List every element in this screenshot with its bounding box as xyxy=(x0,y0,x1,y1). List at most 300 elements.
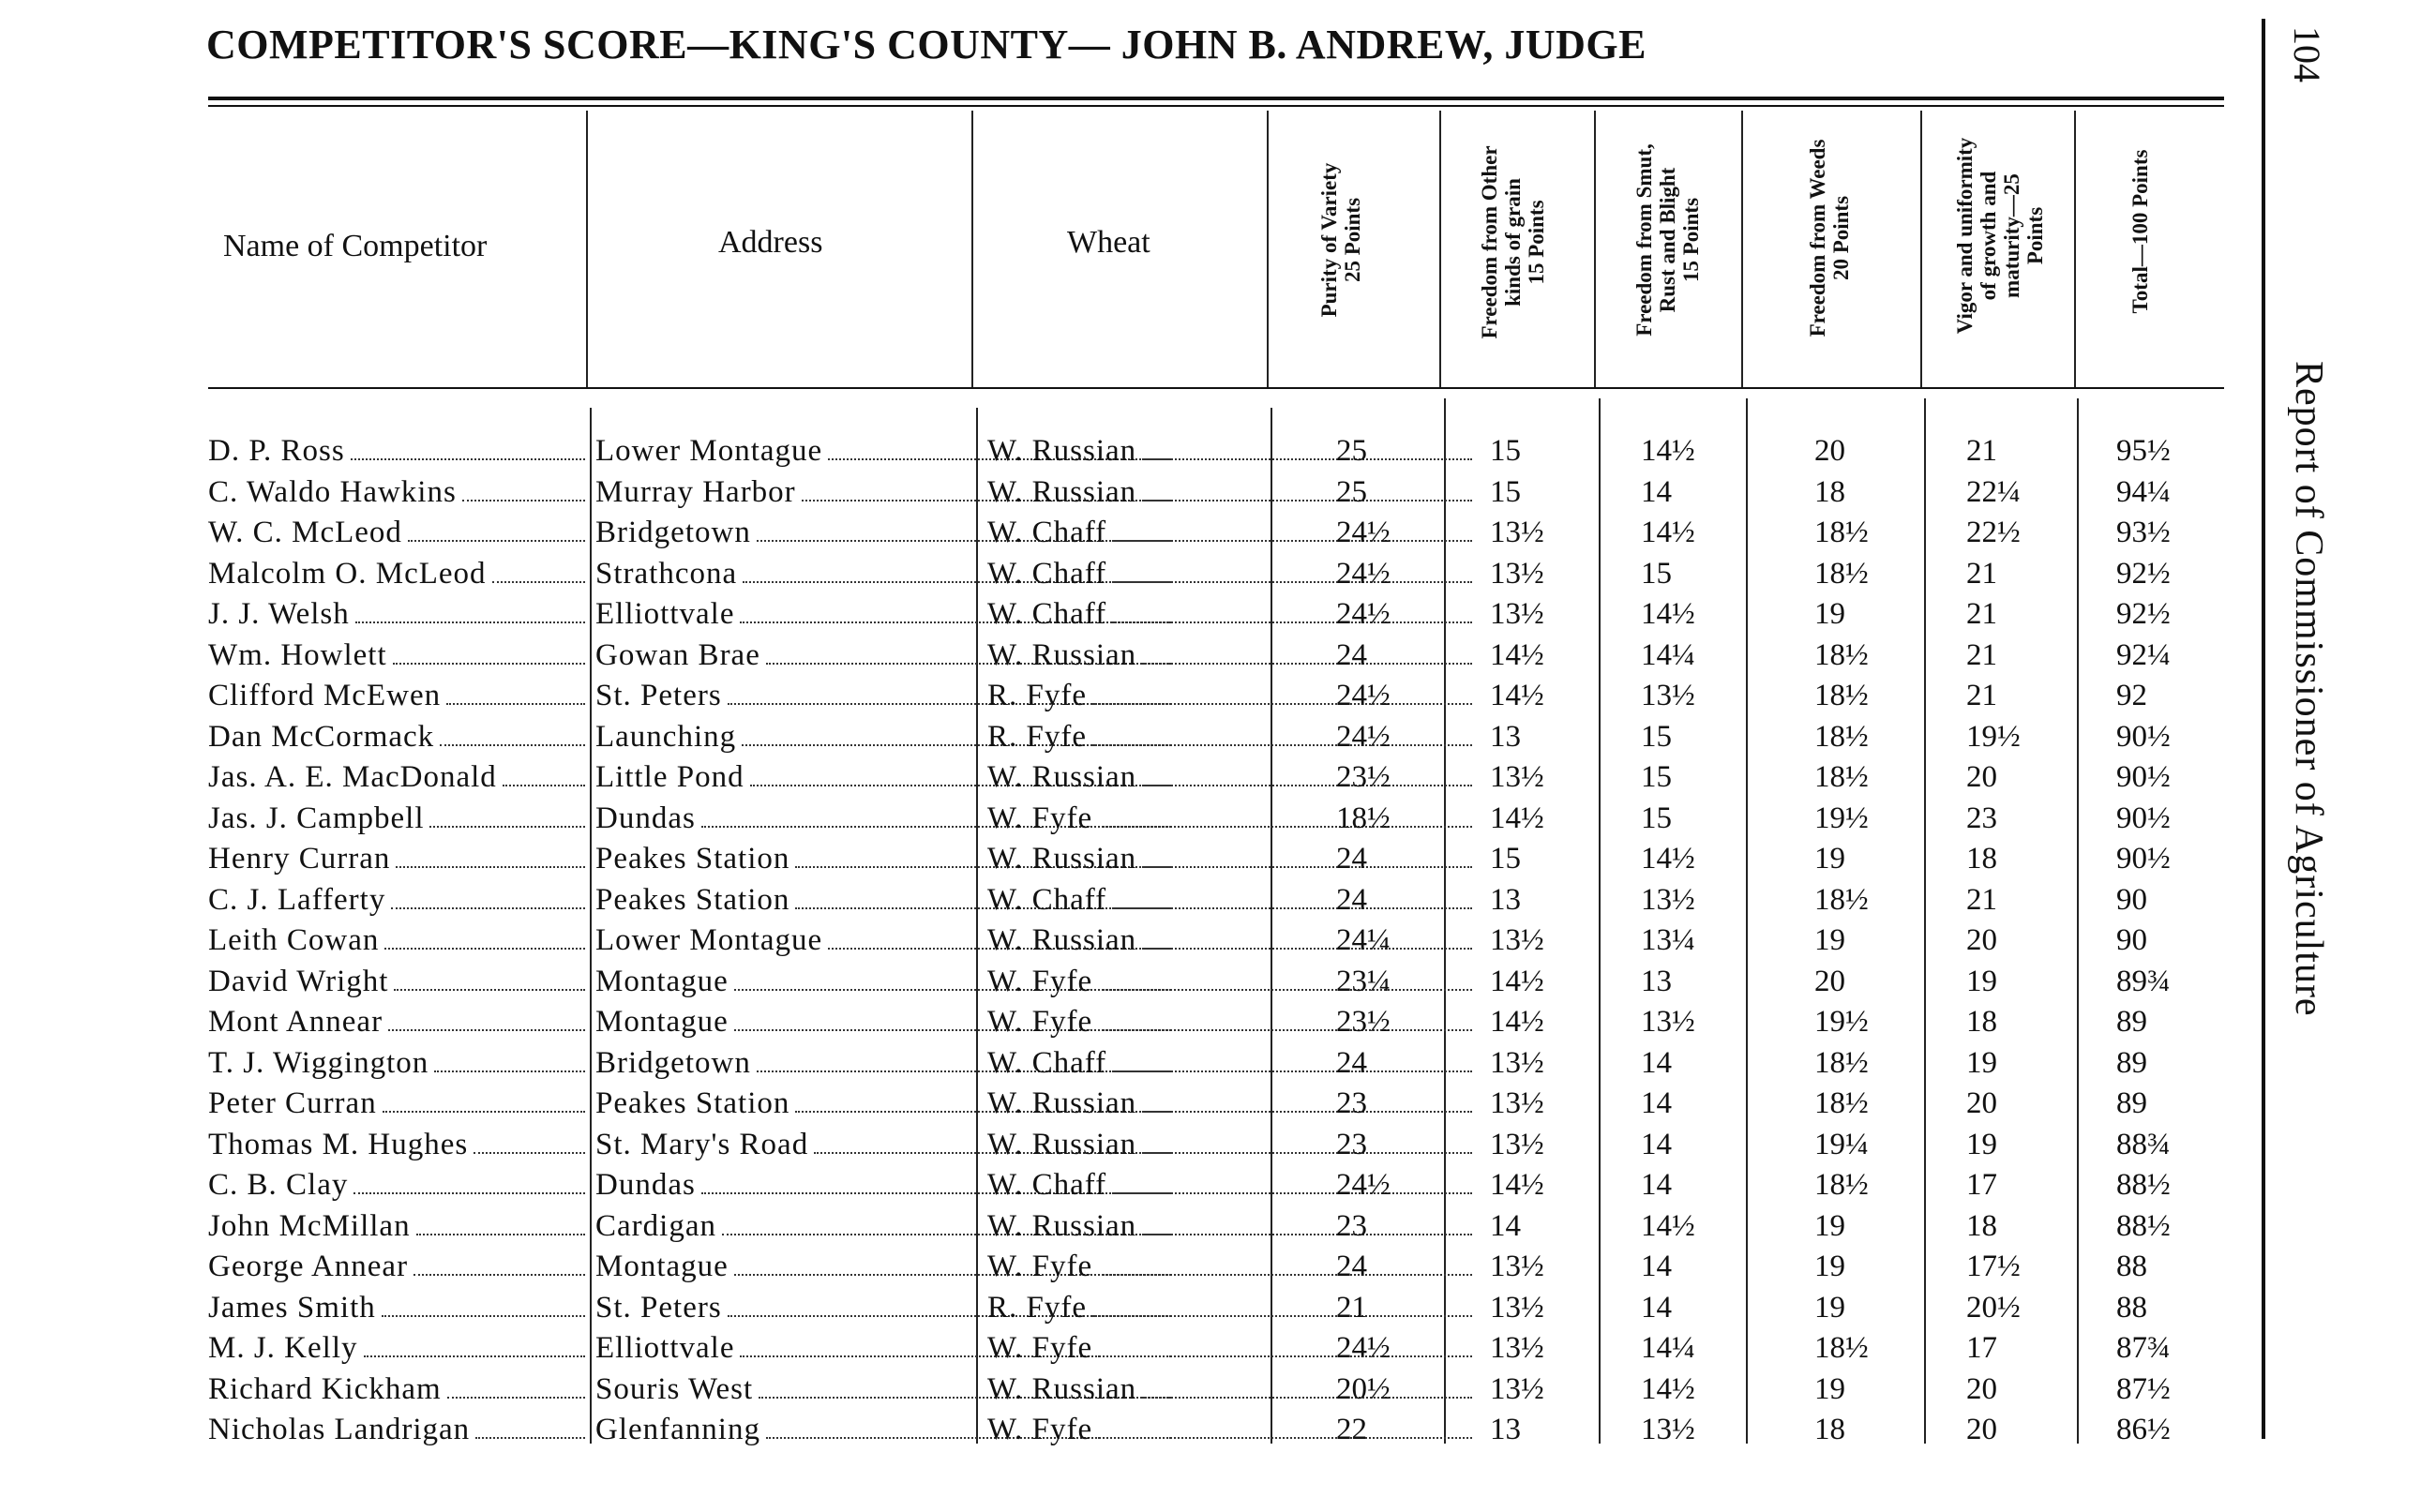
competitor-name-text: C. B. Clay xyxy=(208,1168,349,1202)
score-smut: 15 xyxy=(1641,801,1672,835)
header-purity-line: 25 Points xyxy=(1341,197,1364,283)
wheat-variety-text: W. Russian xyxy=(987,637,1137,672)
wheat-variety-text: W. Chaff xyxy=(987,556,1107,591)
dot-leader xyxy=(396,866,585,868)
wheat-variety-text: R. Fyfe xyxy=(987,719,1087,754)
wheat-variety xyxy=(987,636,1475,677)
dot-leader xyxy=(1112,1070,1472,1072)
competitor-name-text: M. J. Kelly xyxy=(208,1331,358,1365)
table-row xyxy=(208,431,2224,472)
score-total: 95½ xyxy=(2116,434,2171,468)
score-smut: 14 xyxy=(1641,1168,1672,1202)
score-total: 93½ xyxy=(2116,516,2171,549)
wheat-variety-text: W. Russian xyxy=(987,434,1137,468)
score-smut: 14½ xyxy=(1641,434,1695,468)
competitor-name-text: Peter Curran xyxy=(208,1086,377,1120)
table-row xyxy=(208,880,2224,921)
competitor-name-text: John McMillan xyxy=(208,1208,411,1243)
score-smut: 13½ xyxy=(1641,679,1695,712)
competitor-name xyxy=(208,431,588,472)
score-purity: 23 xyxy=(1336,1208,1367,1243)
wheat-variety xyxy=(987,1247,1475,1288)
score-purity: 24½ xyxy=(1336,556,1391,591)
header-other-grain-line: Freedom from Other xyxy=(1478,145,1501,339)
competitor-address-text: Peakes Station xyxy=(595,882,790,917)
dot-leader xyxy=(414,1274,585,1276)
dot-leader xyxy=(1098,1274,1472,1276)
competitor-address-text: St. Peters xyxy=(595,1290,722,1325)
table-row xyxy=(208,472,2224,514)
dot-leader xyxy=(1112,621,1472,623)
table-row xyxy=(208,1002,2224,1043)
score-purity: 23 xyxy=(1336,1086,1367,1120)
score-purity: 24½ xyxy=(1336,1168,1391,1202)
score-weeds: 18½ xyxy=(1814,1331,1869,1365)
dot-leader xyxy=(503,785,585,786)
score-smut: 13 xyxy=(1641,964,1672,998)
score-smut: 13¼ xyxy=(1641,923,1695,957)
header-divider xyxy=(1741,111,1743,387)
table-row xyxy=(208,1370,2224,1411)
score-other-grain: 13½ xyxy=(1490,516,1544,549)
score-total: 90 xyxy=(2116,882,2147,917)
table-row xyxy=(208,962,2224,1003)
table-row xyxy=(208,594,2224,636)
score-vigor: 18 xyxy=(1966,1005,1997,1039)
wheat-variety xyxy=(987,472,1475,514)
score-vigor: 20 xyxy=(1966,1371,1997,1406)
score-other-grain: 14 xyxy=(1490,1208,1521,1243)
competitor-name xyxy=(208,1206,588,1248)
competitor-name xyxy=(208,962,588,1003)
wheat-variety xyxy=(987,1288,1475,1329)
competitor-name-text: Jas. A. E. MacDonald xyxy=(208,760,497,794)
score-smut: 14½ xyxy=(1641,1208,1695,1243)
wheat-variety xyxy=(987,1165,1475,1206)
competitor-address-text: Murray Harbor xyxy=(595,474,796,509)
score-other-grain: 13½ xyxy=(1490,1331,1544,1365)
competitor-name xyxy=(208,513,588,554)
dot-leader xyxy=(492,581,585,583)
competitor-name-text: Dan McCormack xyxy=(208,719,435,754)
header-other-grain-line: kinds of grain xyxy=(1501,178,1525,307)
score-smut: 14½ xyxy=(1641,1371,1695,1406)
dot-leader xyxy=(1142,785,1472,786)
dot-leader xyxy=(1112,581,1472,583)
header-vigor-line: Points xyxy=(2023,206,2047,265)
score-purity: 24½ xyxy=(1336,597,1391,631)
table-row xyxy=(208,799,2224,840)
competitor-address-text: Peakes Station xyxy=(595,842,790,876)
wheat-variety-text: W. Chaff xyxy=(987,516,1107,549)
table-row xyxy=(208,513,2224,554)
competitor-address-text: Peakes Station xyxy=(595,1086,790,1120)
header-smut-line: Freedom from Smut, xyxy=(1632,143,1656,337)
score-other-grain: 14½ xyxy=(1490,964,1544,998)
score-smut: 13½ xyxy=(1641,1413,1695,1446)
score-other-grain: 14½ xyxy=(1490,1005,1544,1039)
score-purity: 24½ xyxy=(1336,1331,1391,1365)
competitor-name xyxy=(208,1084,588,1125)
score-table-body xyxy=(208,431,2224,1451)
table-row xyxy=(208,717,2224,758)
score-vigor: 21 xyxy=(1966,597,1997,631)
header-smut-line: 15 Points xyxy=(1679,197,1703,283)
score-smut: 14¼ xyxy=(1641,637,1695,672)
score-other-grain: 13½ xyxy=(1490,923,1544,957)
competitor-name xyxy=(208,1247,588,1288)
competitor-name-text: Jas. J. Campbell xyxy=(208,801,425,835)
dot-leader xyxy=(462,500,585,502)
table-row xyxy=(208,554,2224,595)
score-weeds: 19 xyxy=(1814,1208,1845,1243)
wheat-variety xyxy=(987,839,1475,880)
score-vigor: 18 xyxy=(1966,1208,1997,1243)
score-weeds: 19 xyxy=(1814,1371,1845,1406)
score-other-grain: 13½ xyxy=(1490,1086,1544,1120)
dot-leader xyxy=(1092,744,1472,746)
score-total: 88½ xyxy=(2116,1208,2171,1243)
score-total: 90½ xyxy=(2116,760,2171,794)
score-total: 88¾ xyxy=(2116,1127,2171,1161)
dot-leader xyxy=(1098,1355,1472,1357)
score-purity: 18½ xyxy=(1336,801,1391,835)
score-purity: 22 xyxy=(1336,1413,1367,1446)
header-purity xyxy=(1317,109,1364,371)
competitor-name-text: Malcolm O. McLeod xyxy=(208,556,487,591)
wheat-variety-text: W. Fyfe xyxy=(987,964,1093,998)
header-divider xyxy=(1594,111,1596,387)
dot-leader xyxy=(391,907,585,909)
score-purity: 23¼ xyxy=(1336,964,1391,998)
competitor-name xyxy=(208,1043,588,1085)
wheat-variety-text: W. Chaff xyxy=(987,1045,1107,1080)
score-purity: 21 xyxy=(1336,1290,1367,1325)
score-weeds: 18½ xyxy=(1814,516,1869,549)
score-vigor: 19 xyxy=(1966,1045,1997,1080)
wheat-variety xyxy=(987,799,1475,840)
dot-leader xyxy=(1142,458,1472,460)
score-total: 90½ xyxy=(2116,801,2171,835)
score-smut: 14½ xyxy=(1641,597,1695,631)
dot-leader xyxy=(1098,1437,1472,1439)
score-vigor: 20 xyxy=(1966,760,1997,794)
score-weeds: 19¼ xyxy=(1814,1127,1869,1161)
competitor-name xyxy=(208,594,588,636)
score-vigor: 19 xyxy=(1966,964,1997,998)
score-total: 94¼ xyxy=(2116,474,2171,509)
dot-leader xyxy=(353,1192,585,1194)
score-total: 87½ xyxy=(2116,1371,2171,1406)
competitor-address-text: Strathcona xyxy=(595,556,738,591)
competitor-address-text: Cardigan xyxy=(595,1208,716,1243)
running-title: Report of Commissioner of Agriculture xyxy=(2287,361,2330,1017)
score-smut: 14¼ xyxy=(1641,1331,1695,1365)
dot-leader xyxy=(475,1437,585,1439)
dot-leader xyxy=(1098,826,1472,828)
wheat-variety xyxy=(987,962,1475,1003)
header-divider xyxy=(971,111,973,387)
wheat-variety-text: W. Fyfe xyxy=(987,1005,1093,1039)
competitor-name-text: C. Waldo Hawkins xyxy=(208,474,457,509)
competitor-name xyxy=(208,921,588,962)
dot-leader xyxy=(1142,866,1472,868)
score-weeds: 19 xyxy=(1814,1250,1845,1283)
score-weeds: 18½ xyxy=(1814,679,1869,712)
score-other-grain: 14½ xyxy=(1490,679,1544,712)
score-vigor: 21 xyxy=(1966,679,1997,712)
dot-leader xyxy=(1142,948,1472,950)
dot-leader xyxy=(474,1152,585,1154)
wheat-variety xyxy=(987,1206,1475,1248)
side-rule xyxy=(2262,19,2265,1439)
dot-leader xyxy=(446,703,585,705)
header-smut-line: Rust and Blight xyxy=(1656,167,1679,313)
score-smut: 14½ xyxy=(1641,516,1695,549)
competitor-name xyxy=(208,1125,588,1166)
score-purity: 24 xyxy=(1336,637,1367,672)
competitor-name-text: Mont Annear xyxy=(208,1005,383,1039)
competitor-name-text: Thomas M. Hughes xyxy=(208,1127,469,1161)
table-row xyxy=(208,1084,2224,1125)
score-vigor: 21 xyxy=(1966,434,1997,468)
score-total: 89 xyxy=(2116,1045,2147,1080)
score-purity: 23½ xyxy=(1336,760,1391,794)
table-row xyxy=(208,1328,2224,1370)
dot-leader xyxy=(355,621,585,623)
score-other-grain: 13 xyxy=(1490,1413,1521,1446)
score-total: 92¼ xyxy=(2116,637,2171,672)
header-purity-line: Purity of Variety xyxy=(1317,162,1341,318)
score-smut: 14 xyxy=(1641,1250,1672,1283)
wheat-variety-text: W. Russian xyxy=(987,1127,1137,1161)
competitor-name xyxy=(208,636,588,677)
score-vigor: 22¼ xyxy=(1966,474,2021,509)
score-other-grain: 13½ xyxy=(1490,1045,1544,1080)
wheat-variety xyxy=(987,431,1475,472)
header-divider xyxy=(1439,111,1441,387)
wheat-variety xyxy=(987,1125,1475,1166)
dot-leader xyxy=(388,1029,585,1031)
score-weeds: 19 xyxy=(1814,1290,1845,1325)
dot-leader xyxy=(408,540,585,542)
score-purity: 24½ xyxy=(1336,719,1391,754)
wheat-variety xyxy=(987,880,1475,921)
score-weeds: 18½ xyxy=(1814,882,1869,917)
score-vigor: 20½ xyxy=(1966,1290,2021,1325)
score-purity: 25 xyxy=(1336,434,1367,468)
score-smut: 15 xyxy=(1641,760,1672,794)
dot-leader xyxy=(416,1234,585,1235)
score-vigor: 21 xyxy=(1966,556,1997,591)
top-rule-thick xyxy=(208,97,2224,100)
competitor-name xyxy=(208,554,588,595)
score-purity: 24 xyxy=(1336,1250,1367,1283)
dot-leader xyxy=(382,1315,585,1317)
competitor-name xyxy=(208,757,588,799)
competitor-name-text: T. J. Wiggington xyxy=(208,1045,429,1080)
competitor-name xyxy=(208,1370,588,1411)
score-purity: 25 xyxy=(1336,474,1367,509)
score-total: 90½ xyxy=(2116,719,2171,754)
competitor-name-text: D. P. Ross xyxy=(208,434,345,468)
page-number: 104 xyxy=(2286,26,2328,82)
wheat-variety xyxy=(987,757,1475,799)
score-other-grain: 13 xyxy=(1490,882,1521,917)
score-weeds: 18½ xyxy=(1814,637,1869,672)
score-total: 90 xyxy=(2116,923,2147,957)
header-vigor-line: of growth and xyxy=(1977,171,2000,301)
competitor-address-text: Lower Montague xyxy=(595,923,823,957)
score-vigor: 17½ xyxy=(1966,1250,2021,1283)
score-weeds: 19 xyxy=(1814,923,1845,957)
header-vigor xyxy=(1953,93,2047,379)
competitor-address-text: Souris West xyxy=(595,1371,754,1406)
header-other-grain-line: 15 Points xyxy=(1525,200,1548,285)
competitor-name xyxy=(208,1328,588,1370)
competitor-name xyxy=(208,1165,588,1206)
dot-leader xyxy=(383,1111,585,1113)
score-other-grain: 14½ xyxy=(1490,801,1544,835)
dot-leader xyxy=(429,826,585,828)
competitor-name-text: W. C. McLeod xyxy=(208,516,402,549)
score-purity: 20½ xyxy=(1336,1371,1391,1406)
wheat-variety xyxy=(987,717,1475,758)
score-smut: 14 xyxy=(1641,474,1672,509)
wheat-variety-text: W. Russian xyxy=(987,1208,1137,1243)
dot-leader xyxy=(1142,663,1472,665)
score-weeds: 18½ xyxy=(1814,1045,1869,1080)
competitor-address-text: St. Mary's Road xyxy=(595,1127,809,1161)
wheat-variety xyxy=(987,1328,1475,1370)
header-address: Address xyxy=(718,225,823,260)
dot-leader xyxy=(384,948,585,950)
table-row xyxy=(208,1165,2224,1206)
score-other-grain: 13½ xyxy=(1490,1127,1544,1161)
wheat-variety xyxy=(987,1084,1475,1125)
competitor-name-text: Nicholas Landrigan xyxy=(208,1413,471,1446)
wheat-variety-text: W. Chaff xyxy=(987,597,1107,631)
table-row xyxy=(208,1206,2224,1248)
wheat-variety xyxy=(987,1043,1475,1085)
wheat-variety xyxy=(987,1002,1475,1043)
score-total: 88 xyxy=(2116,1250,2147,1283)
dot-leader xyxy=(393,663,585,665)
wheat-variety-text: W. Russian xyxy=(987,1371,1137,1406)
table-row xyxy=(208,1125,2224,1166)
score-smut: 15 xyxy=(1641,719,1672,754)
competitor-address-text: Glenfanning xyxy=(595,1413,760,1446)
score-vigor: 18 xyxy=(1966,842,1997,876)
score-total: 88 xyxy=(2116,1290,2147,1325)
competitor-address-text: Elliottvale xyxy=(595,597,735,631)
score-weeds: 18½ xyxy=(1814,1086,1869,1120)
dot-leader xyxy=(1112,1192,1472,1194)
competitor-address-text: Launching xyxy=(595,719,737,754)
score-weeds: 19 xyxy=(1814,597,1845,631)
wheat-variety xyxy=(987,921,1475,962)
score-weeds: 19½ xyxy=(1814,801,1869,835)
dot-leader xyxy=(1092,1315,1472,1317)
score-total: 87¾ xyxy=(2116,1331,2171,1365)
competitor-address-text: Little Pond xyxy=(595,760,744,794)
competitor-address-text: Montague xyxy=(595,964,729,998)
wheat-variety-text: W. Russian xyxy=(987,923,1137,957)
score-vigor: 17 xyxy=(1966,1331,1997,1365)
dot-leader xyxy=(1112,907,1472,909)
competitor-name-text: James Smith xyxy=(208,1290,376,1325)
score-other-grain: 15 xyxy=(1490,474,1521,509)
header-smut xyxy=(1632,99,1703,381)
table-row xyxy=(208,1043,2224,1085)
dot-leader xyxy=(440,744,585,746)
score-total: 86½ xyxy=(2116,1413,2171,1446)
competitor-name-text: George Annear xyxy=(208,1250,409,1283)
header-rule xyxy=(208,387,2224,389)
dot-leader xyxy=(1098,1029,1472,1031)
dot-leader xyxy=(1142,1397,1472,1399)
dot-leader xyxy=(1142,1111,1472,1113)
dot-leader xyxy=(1142,500,1472,502)
score-smut: 14 xyxy=(1641,1290,1672,1325)
competitor-name xyxy=(208,1002,588,1043)
competitor-address-text: St. Peters xyxy=(595,679,722,712)
score-weeds: 18½ xyxy=(1814,760,1869,794)
competitor-address-text: Montague xyxy=(595,1250,729,1283)
dot-leader xyxy=(1142,1152,1472,1154)
competitor-address-text: Dundas xyxy=(595,1168,696,1202)
score-vigor: 20 xyxy=(1966,923,1997,957)
score-weeds: 19 xyxy=(1814,842,1845,876)
score-vigor: 19½ xyxy=(1966,719,2021,754)
table-row xyxy=(208,676,2224,717)
dot-leader xyxy=(434,1070,585,1072)
score-total: 88½ xyxy=(2116,1168,2171,1202)
header-wheat: Wheat xyxy=(1067,225,1150,260)
page-title: COMPETITOR'S SCORE—KING'S COUNTY— JOHN B. ANDREW, JUDGE xyxy=(206,22,1647,67)
wheat-variety-text: W. Chaff xyxy=(987,1168,1107,1202)
dot-leader xyxy=(1098,989,1472,991)
score-weeds: 18½ xyxy=(1814,556,1869,591)
wheat-variety xyxy=(987,1410,1475,1451)
table-row xyxy=(208,757,2224,799)
header-total xyxy=(2128,114,2152,349)
dot-leader xyxy=(364,1355,586,1357)
score-other-grain: 13½ xyxy=(1490,597,1544,631)
score-total: 92½ xyxy=(2116,556,2171,591)
score-total: 90½ xyxy=(2116,842,2171,876)
competitor-name-text: Wm. Howlett xyxy=(208,637,387,672)
competitor-address-text: Montague xyxy=(595,1005,729,1039)
header-other-grain xyxy=(1478,104,1548,381)
competitor-address-text: Bridgetown xyxy=(595,1045,751,1080)
header-vigor-line: Vigor and uniformity xyxy=(1953,137,1977,335)
header-divider xyxy=(2074,111,2076,387)
wheat-variety-text: R. Fyfe xyxy=(987,1290,1087,1325)
score-purity: 24¼ xyxy=(1336,923,1391,957)
dot-leader xyxy=(394,989,585,991)
header-name: Name of Competitor xyxy=(223,229,488,263)
score-vigor: 20 xyxy=(1966,1413,1997,1446)
score-other-grain: 13½ xyxy=(1490,1250,1544,1283)
dot-leader xyxy=(1092,703,1472,705)
wheat-variety xyxy=(987,513,1475,554)
score-other-grain: 13½ xyxy=(1490,556,1544,591)
score-other-grain: 14½ xyxy=(1490,1168,1544,1202)
table-row xyxy=(208,636,2224,677)
wheat-variety-text: W. Russian xyxy=(987,474,1137,509)
score-other-grain: 13 xyxy=(1490,719,1521,754)
